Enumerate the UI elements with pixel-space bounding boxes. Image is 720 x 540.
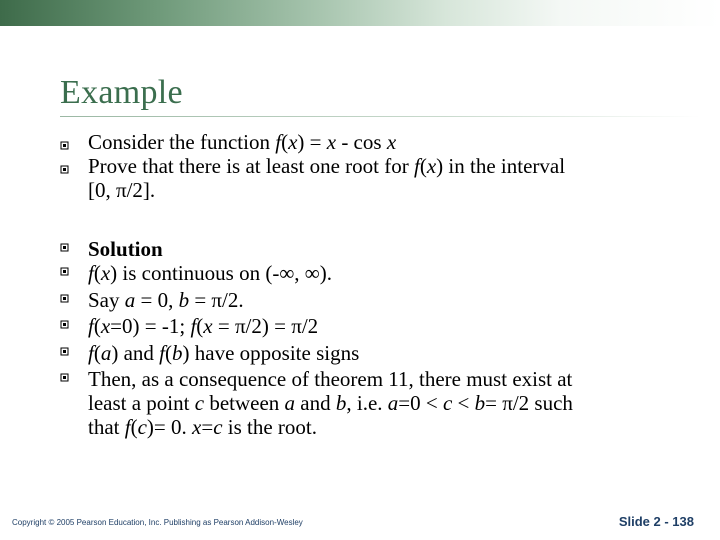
text-segment: least a point bbox=[88, 391, 195, 415]
bullet-text-7: f(a) and f(b) have opposite signs bbox=[88, 341, 360, 365]
text-segment: Solution bbox=[88, 237, 163, 261]
hollow-square-bullet-icon bbox=[60, 267, 70, 277]
math-var: c bbox=[137, 415, 147, 439]
math-var: x bbox=[326, 130, 337, 154]
math-var: f bbox=[124, 415, 131, 439]
hollow-square-bullet-icon bbox=[60, 294, 70, 304]
text-segment: - cos bbox=[336, 130, 387, 154]
text-segment: , i.e. bbox=[346, 391, 388, 415]
math-var: f bbox=[413, 154, 420, 178]
math-var: x bbox=[203, 314, 213, 338]
text-segment: in the interval bbox=[443, 154, 566, 178]
math-var: f bbox=[88, 314, 94, 338]
bullet-text-8: Then, as a consequence of theorem 11, there must exist at least a point c between a and b, i.e. a=0 < c < b= π/2 such that f(c)= 0. x=c is the root. bbox=[88, 367, 573, 439]
text-segment: Say bbox=[88, 288, 125, 312]
text-segment: ) have opposite signs bbox=[182, 341, 360, 365]
hollow-square-bullet-icon bbox=[60, 347, 70, 357]
text-segment: = π/2. bbox=[189, 288, 244, 312]
text-segment: = bbox=[304, 130, 327, 154]
math-var: c bbox=[442, 391, 453, 415]
bullet-text-1: Consider the function f(x) = x - cos x bbox=[88, 130, 397, 154]
text-segment: Then, as a consequence of theorem 11, there must exist at bbox=[88, 367, 573, 391]
bullet-text-4: f(x) is continuous on (-∞, ∞). bbox=[88, 261, 333, 285]
text-segment: and bbox=[295, 391, 336, 415]
header-band bbox=[0, 0, 720, 26]
text-segment: = π/2 such bbox=[485, 391, 573, 415]
text-segment: that bbox=[88, 415, 125, 439]
text-segment: )= 0. bbox=[146, 415, 193, 439]
math-var: f bbox=[159, 341, 166, 365]
slide-number: Slide 2 - 138 bbox=[618, 514, 694, 529]
hollow-square-bullet-icon bbox=[60, 141, 70, 151]
math-var: c bbox=[213, 415, 223, 439]
math-var: a bbox=[100, 341, 112, 365]
text-segment: = π/2) = π/2 bbox=[212, 314, 319, 338]
bullet-text-6: f(x=0) = -1; f(x = π/2) = π/2 bbox=[88, 314, 319, 338]
math-var: a bbox=[124, 288, 136, 312]
math-var: x bbox=[386, 130, 397, 154]
title-underline bbox=[60, 116, 700, 117]
math-var: a bbox=[284, 391, 296, 415]
text-segment: < bbox=[452, 391, 475, 415]
math-var: x bbox=[100, 261, 111, 285]
math-var: f bbox=[88, 341, 94, 365]
bullet-text-5 bbox=[88, 288, 678, 312]
math-var: b bbox=[335, 391, 347, 415]
math-var: b bbox=[474, 391, 486, 415]
text-segment: ) and bbox=[111, 341, 160, 365]
math-var: b bbox=[178, 288, 190, 312]
bullet-text-3 bbox=[88, 237, 678, 261]
math-var: f bbox=[190, 314, 197, 338]
math-var: a bbox=[387, 391, 399, 415]
text-segment: Prove that there is at least one root for bbox=[88, 154, 414, 178]
text-segment: between bbox=[204, 391, 285, 415]
hollow-square-bullet-icon bbox=[60, 373, 70, 383]
text-segment: = bbox=[201, 415, 214, 439]
hollow-square-bullet-icon bbox=[60, 165, 70, 175]
text-segment: is the root. bbox=[222, 415, 318, 439]
text-segment: [0, π/2]. bbox=[88, 178, 156, 202]
math-var: b bbox=[172, 341, 183, 365]
hollow-square-bullet-icon bbox=[60, 243, 70, 253]
text-segment: =0 < bbox=[398, 391, 443, 415]
slide-title: Example bbox=[60, 74, 183, 111]
text-segment: is continuous on (-∞, ∞). bbox=[117, 261, 333, 285]
text-segment: Consider the function bbox=[88, 130, 276, 154]
math-var: f bbox=[88, 261, 94, 285]
math-var: x bbox=[100, 314, 111, 338]
math-var: x bbox=[288, 130, 298, 154]
hollow-square-bullet-icon bbox=[60, 320, 70, 330]
text-segment: = 0, bbox=[135, 288, 179, 312]
math-var: x bbox=[426, 154, 437, 178]
math-var: x bbox=[192, 415, 202, 439]
math-var: c bbox=[194, 391, 205, 415]
footer-copyright: Copyright © 2005 Pearson Education, Inc. Publishing as Pearson Addison-Wesley bbox=[12, 518, 303, 527]
text-segment: =0) = -1; bbox=[110, 314, 191, 338]
math-var: f bbox=[275, 130, 282, 154]
bullet-text-2: Prove that there is at least one root for f(x) in the interval [0, π/2]. bbox=[88, 154, 566, 202]
